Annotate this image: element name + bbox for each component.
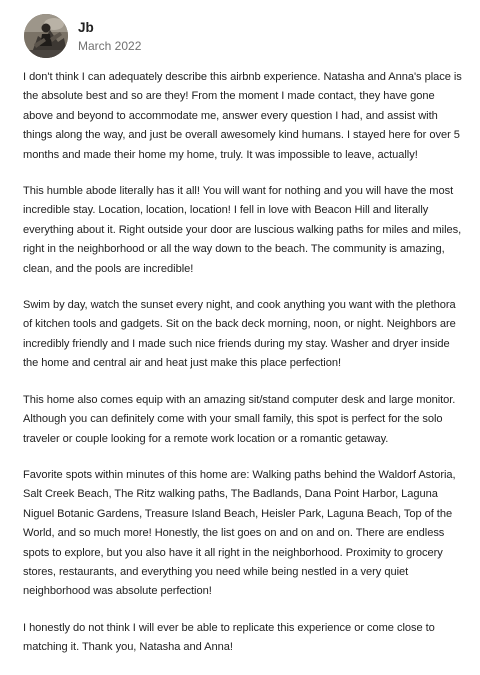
review-paragraph: I don't think I can adequately describe this airbnb experience. Natasha and Anna's place is the absolute best and so are they! From the moment I made contact, they have gone above and beyond to accommodate me, answer every question I had, and assist with things along the way, and just be overall awesomely kind humans. I stayed here for over 5 months and made their home my home, truly. It was impossible to leave, actually!	[23, 71, 462, 161]
user-avatar-photo-icon	[24, 14, 68, 58]
review-paragraph: This home also comes equip with an amazing sit/stand computer desk and large monitor. Although you can definitely come with your small family, this spot is perfect for the solo traveler or couple looking for a remote work location or a romantic getaway.	[23, 393, 456, 445]
reviewer-name[interactable]: Jb	[78, 19, 94, 35]
review-body	[23, 68, 463, 675]
review-paragraph: I honestly do not think I will ever be able to replicate this experience or come close to matching it. Thank you, Natasha and Anna!	[23, 621, 435, 654]
reviewer-meta	[78, 19, 141, 54]
review-paragraph: This humble abode literally has it all! You will want for nothing and you will have the most incredible stay. Location, location, location! I fell in love with Beacon Hill and literally everything about it. Right outside your door are luscious walking paths for miles and miles, right in the neighborhood or all the way down to the beach. The community is amazing, clean, and the pools are incredible!	[23, 185, 462, 275]
avatar[interactable]	[24, 14, 68, 58]
reviewer-header	[24, 14, 141, 58]
review-date: March 2022	[78, 38, 142, 53]
review-paragraph: Favorite spots within minutes of this home are: Walking paths behind the Waldorf Astoria, Salt Creek Beach, The Ritz walking paths, The Badlands, Dana Point Harbor, Laguna Niguel Botanic Gardens, Treasure Island Beach, Heisler Park, Laguna Beach, Top of the World, and so much more! Honestly, the list goes on and on and on. There are endless spots to explore, but you also have it all right in the neighborhood. Proximity to grocery stores, restaurants, and everything you need while being nestled in a very quiet neighborhood was absolute perfection!	[23, 468, 456, 598]
review-paragraph: Swim by day, watch the sunset every night, and cook anything you want with the plethora of kitchen tools and gadgets. Sit on the back deck morning, noon, or night. Neighbors are incredibly friendly and I made such nice friends during my stay. Washer and dryer inside the home and central air and heat just make this place perfection!	[23, 299, 456, 370]
